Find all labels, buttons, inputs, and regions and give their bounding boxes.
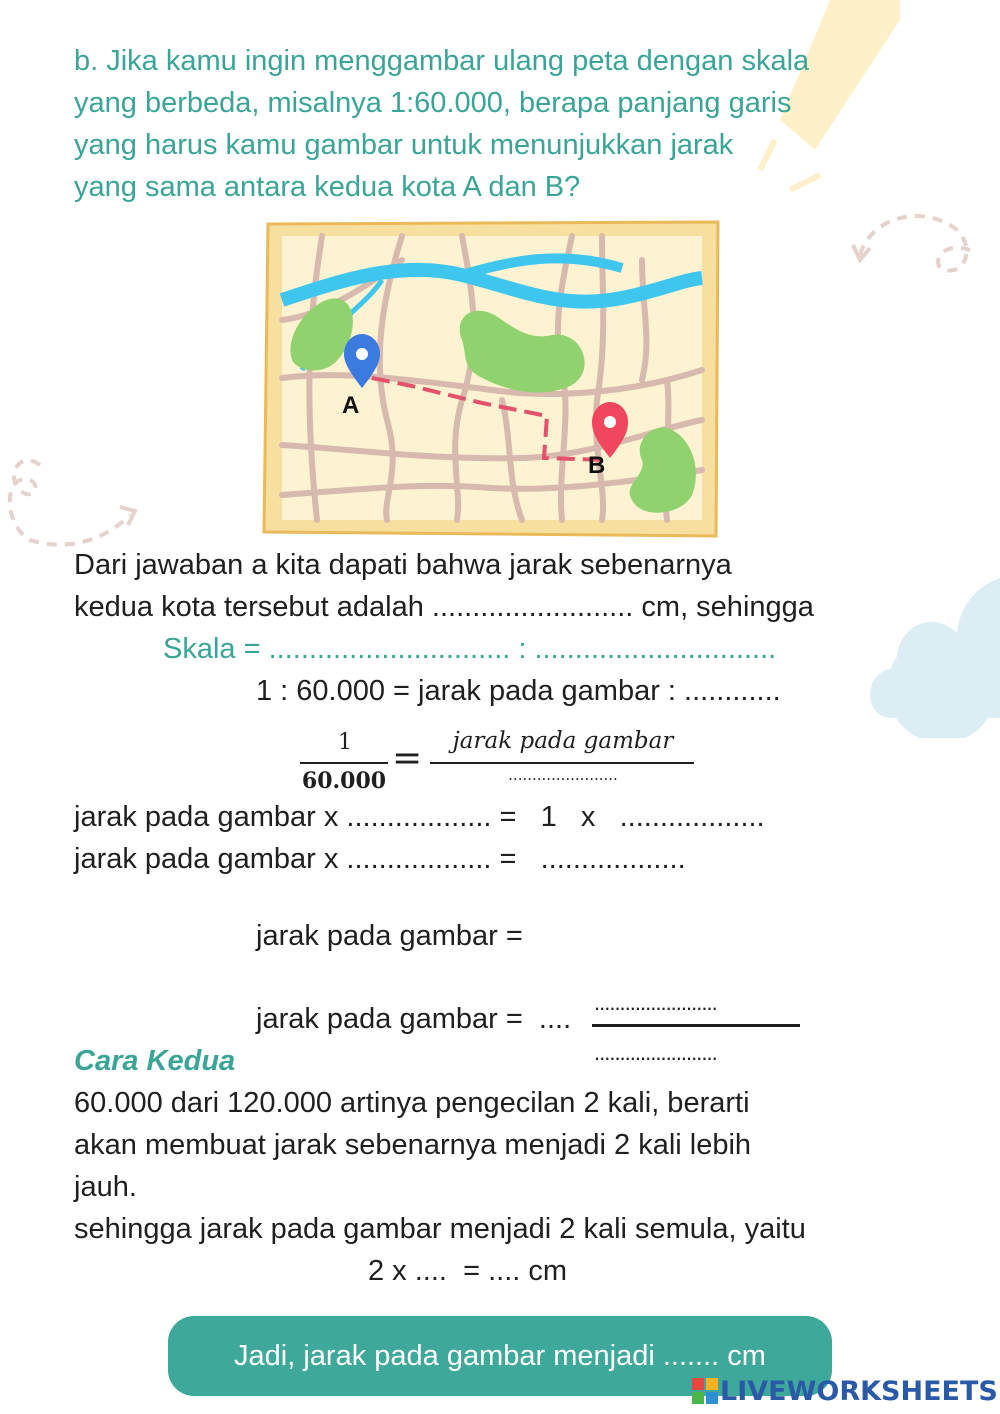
fraction-right-numerator: jarak pada gambar bbox=[452, 728, 674, 754]
question-line: yang berbeda, misalnya 1:60.000, berapa panjang garis bbox=[74, 87, 792, 119]
scale-line: Skala = .............................. : .............................. bbox=[163, 633, 777, 665]
fraction-left-bar bbox=[300, 762, 388, 764]
second-method-heading: Cara Kedua bbox=[74, 1045, 236, 1077]
cross-multiply-line-1: jarak pada gambar x .................. = 1 x .................. bbox=[74, 801, 765, 833]
second-method-calculation: 2 x .... = .... cm bbox=[368, 1255, 568, 1287]
result-line-2: jarak pada gambar = .... bbox=[256, 1003, 572, 1035]
map-label-a: A bbox=[342, 392, 360, 419]
question-line: yang harus kamu gambar untuk menunjukkan jarak bbox=[74, 129, 734, 161]
fraction-right-bar bbox=[430, 762, 694, 764]
second-method-line: 60.000 dari 120.000 artinya pengecilan 2 kali, berarti bbox=[74, 1087, 750, 1119]
question-line: b. Jika kamu ingin menggambar ulang peta dengan skala bbox=[74, 45, 810, 77]
result-fraction-denominator: ........................ bbox=[594, 1040, 717, 1065]
fraction-left-numerator: 1 bbox=[338, 730, 352, 755]
second-method-line: jauh. bbox=[74, 1171, 137, 1203]
question-text bbox=[74, 40, 876, 208]
fraction-equals: = bbox=[392, 738, 423, 779]
map-label-b: B bbox=[588, 452, 606, 479]
intro-line: Dari jawaban a kita dapati bahwa jarak sebenarnya bbox=[74, 549, 732, 581]
result-line-1: jarak pada gambar = bbox=[256, 920, 523, 952]
liveworksheets-logo-text: LIVEWORKSHEETS bbox=[720, 1375, 998, 1407]
intro-text bbox=[74, 544, 876, 628]
liveworksheets-grid-icon bbox=[692, 1378, 718, 1404]
result-fraction-numerator: ........................ bbox=[594, 990, 717, 1015]
fraction-left-denominator: 60.000 bbox=[301, 768, 387, 794]
dashed-arrow-left-decoration bbox=[0, 445, 160, 555]
second-method-line: akan membuat jarak sebenarnya menjadi 2 kali lebih bbox=[74, 1129, 752, 1161]
second-method-line-4: sehingga jarak pada gambar menjadi 2 kali semula, yaitu bbox=[74, 1213, 806, 1245]
second-method-text bbox=[74, 1082, 876, 1208]
dashed-arrow-right-decoration bbox=[845, 200, 995, 290]
fraction-right-denominator: ....................... bbox=[508, 766, 618, 784]
result-fraction-bar bbox=[592, 1024, 800, 1027]
cross-multiply-line-2: jarak pada gambar x .................. = .................. bbox=[74, 843, 686, 875]
city-map-illustration bbox=[262, 220, 722, 538]
liveworksheets-logo[interactable] bbox=[692, 1374, 998, 1408]
answer-button-label: Jadi, jarak pada gambar menjadi ....... cm bbox=[234, 1339, 766, 1372]
intro-line: kedua kota tersebut adalah ......................... cm, sehingga bbox=[74, 591, 814, 623]
question-line: yang sama antara kedua kota A dan B? bbox=[74, 171, 581, 203]
ratio-line: 1 : 60.000 = jarak pada gambar : ............ bbox=[256, 675, 781, 707]
cloud-decoration bbox=[862, 538, 1000, 738]
